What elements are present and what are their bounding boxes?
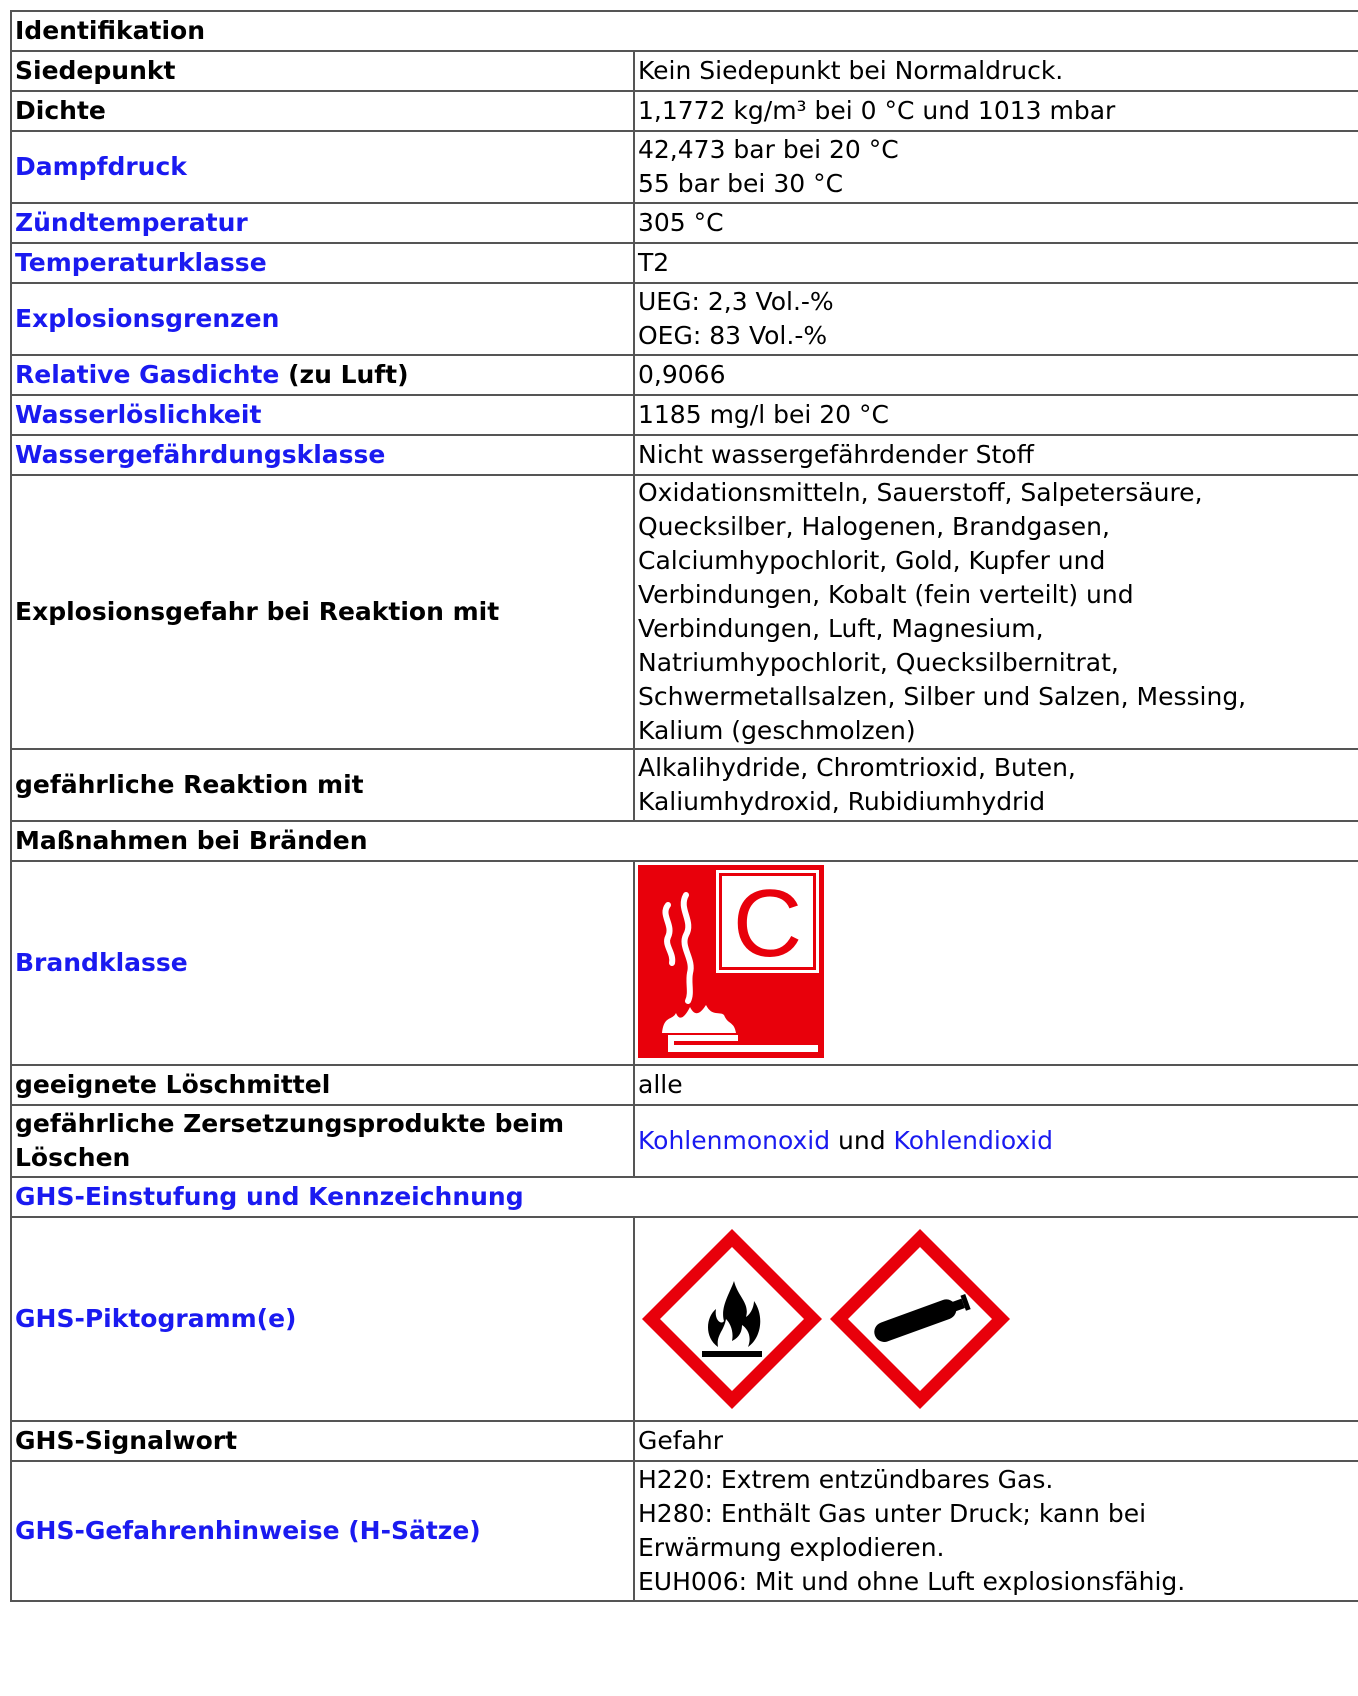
value-line: Kalium (geschmolzen)	[638, 716, 916, 745]
row-explosionsgefahr	[11, 475, 1358, 749]
value-dampfdruck	[634, 131, 1358, 203]
row-explosionsgrenzen	[11, 283, 1358, 355]
ghs-pictograms	[638, 1225, 1358, 1413]
value-line: Verbindungen, Kobalt (fein verteilt) und	[638, 580, 1134, 609]
value-h-saetze	[634, 1461, 1358, 1601]
row-dampfdruck	[11, 131, 1358, 203]
link-dampfdruck[interactable]: Dampfdruck	[15, 152, 187, 181]
value-zuendtemperatur: 305 °C	[634, 203, 1358, 243]
row-signalwort	[11, 1421, 1358, 1461]
section-row-ghs	[11, 1177, 1358, 1217]
value-line: H280: Enthält Gas unter Druck; kann bei	[638, 1499, 1147, 1528]
row-brandklasse	[11, 861, 1358, 1065]
link-ghs-piktogramme[interactable]: GHS-Piktogramm(e)	[15, 1304, 297, 1333]
gas-cylinder-icon	[826, 1225, 1014, 1413]
value-line: Schwermetallsalzen, Silber und Salzen, Messing,	[638, 682, 1247, 711]
value-dichte: 1,1772 kg/m³ bei 0 °C und 1013 mbar	[634, 91, 1358, 131]
link-brandklasse[interactable]: Brandklasse	[15, 948, 188, 977]
row-zersetzung	[11, 1105, 1358, 1177]
row-wasserloeslichkeit	[11, 395, 1358, 435]
link-ghs-einstufung[interactable]: GHS-Einstufung und Kennzeichnung	[15, 1182, 524, 1211]
row-gefaehrliche-reaktion	[11, 749, 1358, 821]
row-wgk	[11, 435, 1358, 475]
flame-icon	[638, 1225, 826, 1413]
row-loeschmittel	[11, 1065, 1358, 1105]
value-gefaehrliche-reaktion	[634, 749, 1358, 821]
link-wasserloeslichkeit[interactable]: Wasserlöslichkeit	[15, 400, 262, 429]
row-zuendtemperatur	[11, 203, 1358, 243]
value-line: OEG: 83 Vol.-%	[638, 321, 828, 350]
row-temperaturklasse	[11, 243, 1358, 283]
link-kohlenmonoxid[interactable]: Kohlenmonoxid	[638, 1126, 831, 1155]
link-kohlendioxid[interactable]: Kohlendioxid	[893, 1126, 1053, 1155]
value-line: Kaliumhydroxid, Rubidiumhydrid	[638, 787, 1046, 816]
section-header-brand: Maßnahmen bei Bränden	[11, 821, 1358, 861]
fire-class-c-icon	[638, 865, 824, 1058]
value-wgk: Nicht wassergefährdender Stoff	[634, 435, 1358, 475]
data-table	[10, 10, 1358, 1602]
value-line: Quecksilber, Halogenen, Brandgasen,	[638, 512, 1110, 541]
label-gefaehrliche-reaktion: gefährliche Reaktion mit	[11, 749, 634, 821]
value-gasdichte: 0,9066	[634, 355, 1358, 395]
link-temperaturklasse[interactable]: Temperaturklasse	[15, 248, 267, 277]
section-row-identifikation	[11, 11, 1358, 51]
value-line: Verbindungen, Luft, Magnesium,	[638, 614, 1044, 643]
conjunction: und	[830, 1126, 894, 1155]
value-line: 42,473 bar bei 20 °C	[638, 135, 899, 164]
label-siedepunkt: Siedepunkt	[11, 51, 634, 91]
value-line: UEG: 2,3 Vol.-%	[638, 287, 834, 316]
label-suffix: (zu Luft)	[279, 360, 409, 389]
label-signalwort: GHS-Signalwort	[11, 1421, 634, 1461]
value-signalwort: Gefahr	[634, 1421, 1358, 1461]
value-temperaturklasse: T2	[634, 243, 1358, 283]
label-dichte: Dichte	[11, 91, 634, 131]
value-line: Calciumhypochlorit, Gold, Kupfer und	[638, 546, 1106, 575]
link-zuendtemperatur[interactable]: Zündtemperatur	[15, 208, 248, 237]
fire-class-letter: C	[732, 870, 803, 977]
row-siedepunkt	[11, 51, 1358, 91]
value-line: H220: Extrem entzündbares Gas.	[638, 1465, 1054, 1494]
label-loeschmittel: geeignete Löschmittel	[11, 1065, 634, 1105]
value-line: 55 bar bei 30 °C	[638, 169, 844, 198]
value-line: Erwärmung explodieren.	[638, 1533, 945, 1562]
row-dichte	[11, 91, 1358, 131]
value-explosionsgrenzen	[634, 283, 1358, 355]
value-line: EUH006: Mit und ohne Luft explosionsfähig.	[638, 1567, 1186, 1596]
label-explosionsgefahr: Explosionsgefahr bei Reaktion mit	[11, 475, 634, 749]
row-piktogramme	[11, 1217, 1358, 1421]
link-wassergefaehrdungsklasse[interactable]: Wassergefährdungsklasse	[15, 440, 386, 469]
section-header-identifikation: Identifikation	[11, 11, 1358, 51]
row-h-saetze	[11, 1461, 1358, 1601]
label-zersetzung: gefährliche Zersetzungsprodukte beim Löschen	[11, 1105, 634, 1177]
value-line: Alkalihydride, Chromtrioxid, Buten,	[638, 753, 1076, 782]
link-relative-gasdichte[interactable]: Relative Gasdichte	[15, 360, 280, 389]
value-siedepunkt: Kein Siedepunkt bei Normaldruck.	[634, 51, 1358, 91]
link-ghs-gefahrenhinweise[interactable]: GHS-Gefahrenhinweise (H-Sätze)	[15, 1516, 481, 1545]
row-gasdichte	[11, 355, 1358, 395]
value-loeschmittel: alle	[634, 1065, 1358, 1105]
value-zersetzung	[634, 1105, 1358, 1177]
link-explosionsgrenzen[interactable]: Explosionsgrenzen	[15, 304, 280, 333]
value-explosionsgefahr	[634, 475, 1358, 749]
value-line: Oxidationsmitteln, Sauerstoff, Salpetersäure,	[638, 478, 1203, 507]
section-row-brand	[11, 821, 1358, 861]
value-line: Natriumhypochlorit, Quecksilbernitrat,	[638, 648, 1119, 677]
value-wasserloeslichkeit: 1185 mg/l bei 20 °C	[634, 395, 1358, 435]
